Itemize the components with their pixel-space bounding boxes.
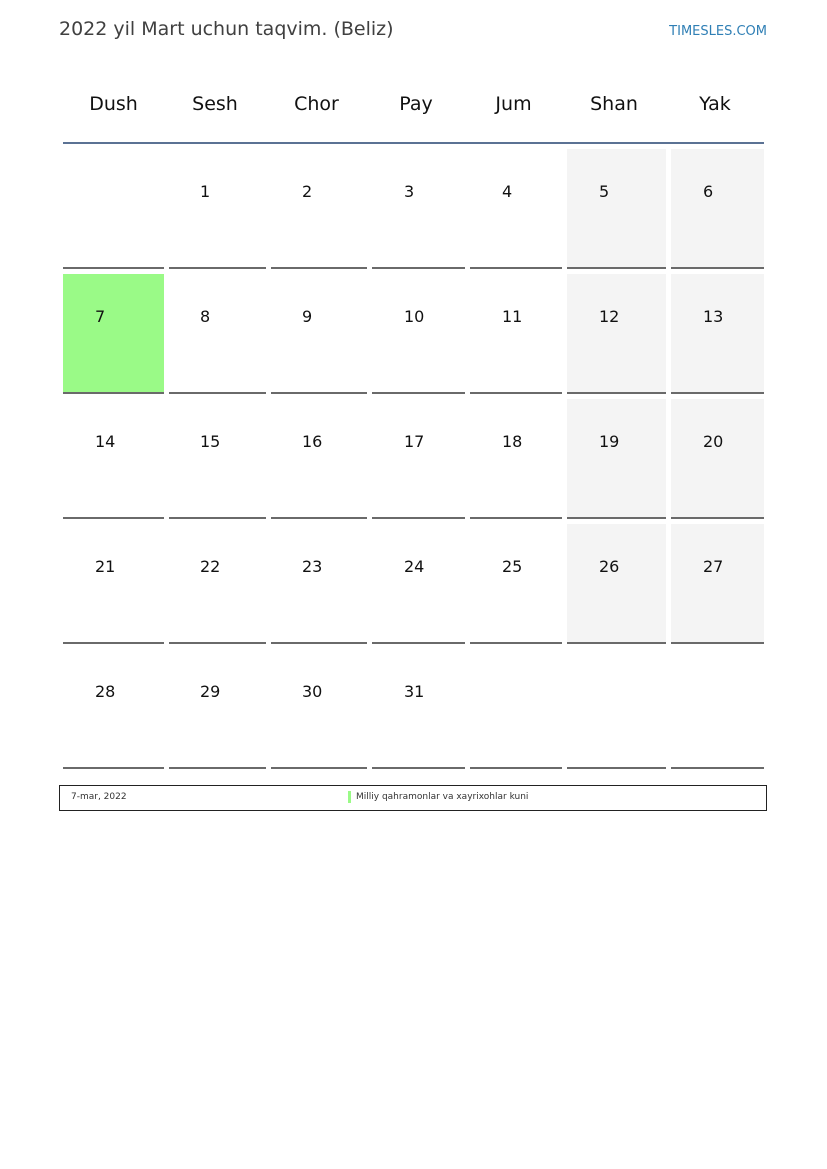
day-cell-weekend bbox=[567, 399, 666, 519]
day-number: 11 bbox=[502, 307, 523, 326]
day-cell bbox=[470, 399, 562, 519]
site-link[interactable]: TIMESLES.COM bbox=[669, 24, 767, 39]
day-number: 22 bbox=[200, 557, 221, 576]
day-number: 24 bbox=[404, 557, 425, 576]
day-cell bbox=[470, 524, 562, 644]
day-cell bbox=[63, 399, 164, 519]
weekday-header: Chor bbox=[294, 93, 339, 115]
day-cell bbox=[63, 149, 164, 269]
day-cell bbox=[169, 399, 266, 519]
day-cell bbox=[271, 524, 367, 644]
day-cell bbox=[271, 649, 367, 769]
day-number: 13 bbox=[703, 307, 724, 326]
weekday-header-row bbox=[63, 80, 764, 144]
day-number: 29 bbox=[200, 682, 221, 701]
weekday-header: Pay bbox=[399, 93, 433, 115]
day-cell-weekend bbox=[671, 399, 764, 519]
day-cell bbox=[271, 149, 367, 269]
day-cell bbox=[372, 649, 465, 769]
day-number: 16 bbox=[302, 432, 323, 451]
day-cell bbox=[372, 149, 465, 269]
weekday-header: Shan bbox=[590, 93, 638, 115]
day-number: 25 bbox=[502, 557, 523, 576]
day-number: 19 bbox=[599, 432, 620, 451]
week-row bbox=[63, 524, 764, 649]
week-row bbox=[63, 274, 764, 399]
day-cell bbox=[169, 649, 266, 769]
day-cell-holiday bbox=[63, 274, 164, 394]
holiday-name: Milliy qahramonlar va xayrixohlar kuni bbox=[356, 792, 529, 802]
day-number: 31 bbox=[404, 682, 425, 701]
day-cell-weekend bbox=[567, 524, 666, 644]
day-cell bbox=[671, 649, 764, 769]
day-number: 5 bbox=[599, 182, 610, 201]
day-number: 27 bbox=[703, 557, 724, 576]
day-number: 1 bbox=[200, 182, 211, 201]
holiday-color-swatch bbox=[348, 791, 351, 803]
page-title: 2022 yil Mart uchun taqvim. (Beliz) bbox=[59, 18, 394, 40]
day-cell-weekend bbox=[671, 274, 764, 394]
weekday-header: Dush bbox=[89, 93, 138, 115]
day-number: 6 bbox=[703, 182, 714, 201]
day-cell bbox=[470, 649, 562, 769]
day-cell bbox=[372, 399, 465, 519]
week-row bbox=[63, 149, 764, 274]
day-cell bbox=[372, 274, 465, 394]
day-number: 10 bbox=[404, 307, 425, 326]
day-number: 15 bbox=[200, 432, 221, 451]
day-number: 23 bbox=[302, 557, 323, 576]
week-row bbox=[63, 649, 764, 774]
weekday-header: Jum bbox=[495, 93, 532, 115]
day-number: 20 bbox=[703, 432, 724, 451]
day-number: 7 bbox=[95, 307, 106, 326]
weekday-header: Yak bbox=[699, 93, 731, 115]
day-number: 4 bbox=[502, 182, 513, 201]
day-cell-weekend bbox=[671, 524, 764, 644]
day-number: 9 bbox=[302, 307, 313, 326]
weeks bbox=[63, 149, 764, 774]
day-number: 8 bbox=[200, 307, 211, 326]
holiday-legend bbox=[59, 785, 767, 811]
day-cell bbox=[169, 524, 266, 644]
day-cell-weekend bbox=[671, 149, 764, 269]
day-number: 2 bbox=[302, 182, 313, 201]
day-number: 14 bbox=[95, 432, 116, 451]
day-cell bbox=[63, 649, 164, 769]
day-number: 12 bbox=[599, 307, 620, 326]
day-cell bbox=[169, 274, 266, 394]
day-cell bbox=[271, 274, 367, 394]
day-number: 30 bbox=[302, 682, 323, 701]
holiday-date: 7-mar, 2022 bbox=[71, 792, 127, 802]
day-cell bbox=[271, 399, 367, 519]
day-cell bbox=[470, 149, 562, 269]
day-number: 26 bbox=[599, 557, 620, 576]
day-number: 18 bbox=[502, 432, 523, 451]
day-cell bbox=[63, 524, 164, 644]
calendar-grid bbox=[63, 80, 764, 774]
day-number: 17 bbox=[404, 432, 425, 451]
week-row bbox=[63, 399, 764, 524]
day-cell bbox=[470, 274, 562, 394]
day-cell bbox=[169, 149, 266, 269]
day-number: 3 bbox=[404, 182, 415, 201]
day-number: 28 bbox=[95, 682, 116, 701]
day-number: 21 bbox=[95, 557, 116, 576]
day-cell bbox=[372, 524, 465, 644]
day-cell-weekend bbox=[567, 274, 666, 394]
day-cell-weekend bbox=[567, 149, 666, 269]
weekday-header: Sesh bbox=[192, 93, 238, 115]
day-cell bbox=[567, 649, 666, 769]
